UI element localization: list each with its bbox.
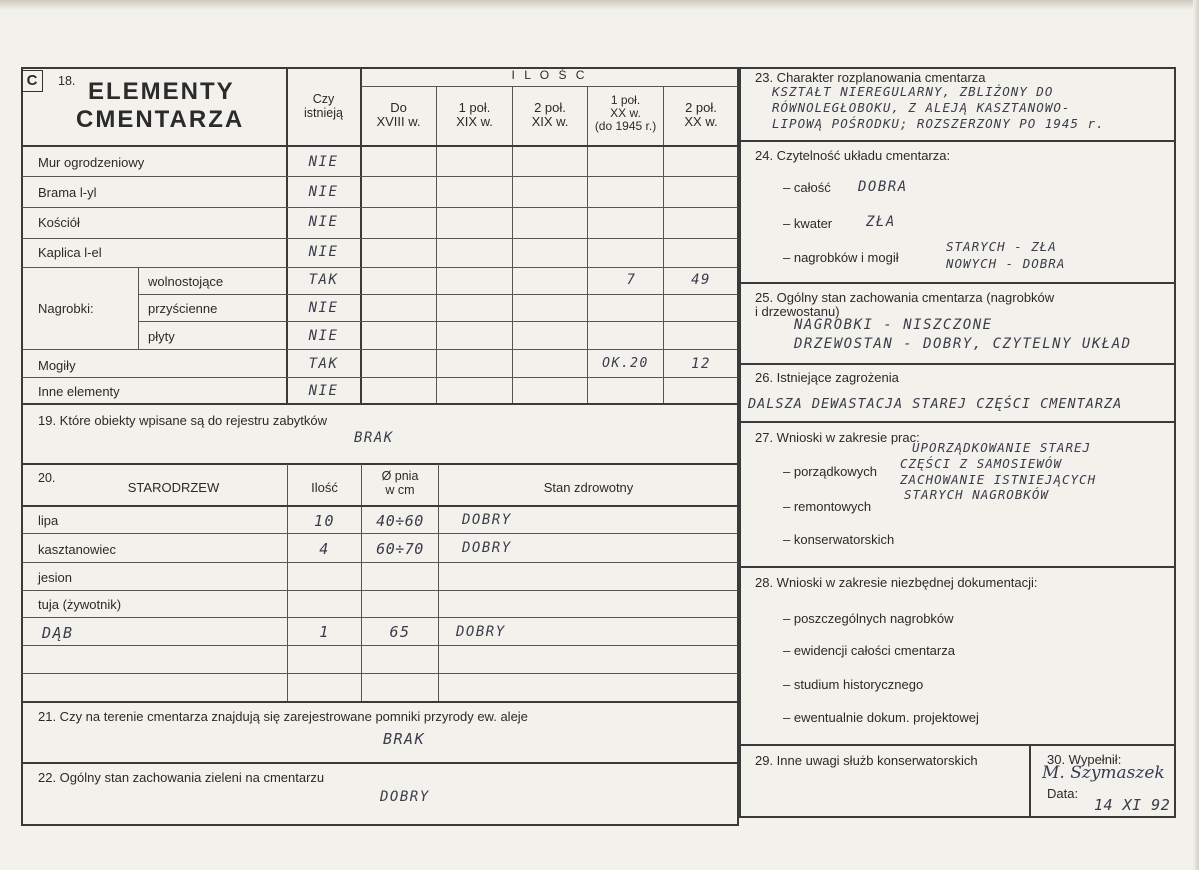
sec20-bottom — [22, 701, 738, 703]
card-top-edge — [0, 0, 1199, 10]
row-line — [22, 533, 738, 534]
signature: M. Szymaszek — [1042, 763, 1165, 783]
section-27-label: 27. Wnioski w zakresie prac: — [755, 430, 920, 445]
ilosc-header: I L O Ś C — [511, 68, 588, 82]
nagrobki-label: Nagrobki: — [38, 301, 94, 316]
period4-value-wolnostojace: 7 — [626, 272, 637, 288]
sec24-bottom — [740, 282, 1175, 284]
sec28-bottom — [740, 744, 1175, 746]
period5-value-mogily: 12 — [691, 356, 711, 372]
period-header-2: 1 poł. XIX w. — [456, 100, 493, 130]
row-label-przyscienne: przyścienne — [148, 301, 218, 316]
section-28-label: 28. Wnioski w zakresie niezbędnej dokumentacji: — [755, 575, 1038, 590]
section-25-line1: NAGROBKI - NISZCZONE — [794, 317, 993, 333]
row-label-wolnostojace: wolnostojące — [148, 274, 224, 289]
tree-name-jesion: jesion — [38, 570, 72, 585]
section-21-value: BRAK — [383, 730, 426, 748]
section-23-label: 23. Charakter rozplanowania cmentarza — [755, 70, 986, 85]
tree-name-lipa: lipa — [38, 513, 59, 528]
dok-item-3: – studium historycznego — [783, 677, 924, 692]
period5-value-wolnostojace: 49 — [691, 272, 711, 288]
section-24-label: 24. Czytelność układu cmentarza: — [755, 148, 951, 163]
sec23-bottom — [740, 140, 1175, 142]
exists-value-kaplica: NIE — [308, 244, 339, 260]
row-line — [22, 349, 738, 350]
starodrzew-header: STARODRZEW — [127, 480, 220, 495]
row-line — [22, 377, 738, 378]
section-30-label: 30. Wypełnił: — [1047, 752, 1122, 767]
exists-value-mogily: TAK — [308, 356, 339, 372]
date-label: Data: — [1047, 786, 1079, 801]
exists-value-wolnostojace: TAK — [308, 272, 339, 288]
nagrobki-divider — [138, 267, 139, 349]
exists-value-kosciol: NIE — [308, 214, 339, 230]
tree-ilosc-dab: 1 — [319, 623, 330, 641]
sec20-stan-header: Stan zdrowotny — [543, 480, 634, 495]
row-line — [138, 294, 738, 295]
period-header-3: 2 poł. XIX w. — [531, 100, 569, 130]
tree-stan-lipa: DOBRY — [462, 512, 512, 528]
exists-value-przyscienne: NIE — [308, 300, 339, 316]
porzadkowych-label: – porządkowych — [783, 464, 877, 479]
sec20-ilosc-header: Ilość — [311, 480, 338, 495]
section-23-line2: RÓWNOLEGŁOBOKU, Z ALEJĄ KASZTANOWO- — [772, 100, 1071, 115]
sec25-bottom — [740, 363, 1175, 365]
row-line — [22, 562, 738, 563]
exists-header: Czy istnieją — [304, 92, 343, 120]
row-label-inne: Inne elementy — [38, 384, 120, 399]
section-23-line3: LIPOWĄ POŚRODKU; ROZSZERZONY PO 1945 r. — [772, 116, 1105, 131]
tree-pnia-dab: 65 — [389, 623, 411, 641]
row-label-plyty: płyty — [148, 329, 175, 344]
tree-ilosc-kasztanowiec: 4 — [319, 540, 330, 558]
exists-value-inne: NIE — [308, 383, 339, 399]
calosc-value: DOBRA — [858, 179, 908, 195]
row-line — [22, 207, 738, 208]
section-20-number: 20. — [38, 471, 56, 485]
tree-stan-dab: DOBRY — [456, 624, 506, 640]
section-22-value: DOBRY — [380, 789, 430, 805]
dok-item-1: – poszczególnych nagrobków — [783, 611, 954, 626]
calosc-label: – całość — [783, 180, 831, 195]
section-25-line2: DRZEWOSTAN - DOBRY, CZYTELNY UKŁAD — [794, 336, 1132, 352]
card-right-edge — [1193, 0, 1199, 870]
row-line — [22, 238, 738, 239]
row-line — [22, 673, 738, 674]
period-header-5: 2 poł. XX w. — [684, 100, 718, 130]
row-label-mogily: Mogiły — [38, 358, 76, 373]
row-line — [22, 176, 738, 177]
sec20-header-bottom — [22, 505, 738, 507]
row-label-kaplica: Kaplica l-el — [38, 245, 102, 260]
tree-pnia-lipa: 40÷60 — [376, 512, 424, 530]
sec20-pnia-header: Ø pnia w cm — [381, 469, 419, 497]
card-letter-box: C — [21, 70, 43, 92]
col-divider-period2 — [436, 86, 437, 403]
exists-value-plyty: NIE — [308, 328, 339, 344]
tree-ilosc-lipa: 10 — [313, 512, 336, 530]
section-27-hw-2: CZĘŚCI Z SAMOSIEWÓW — [900, 456, 1062, 471]
row-label-kosciol: Kościół — [38, 215, 80, 230]
section-23-line1: KSZTAŁT NIEREGULARNY, ZBLIŻONY DO — [772, 84, 1054, 99]
section-29-label: 29. Inne uwagi służb konserwatorskich — [755, 753, 978, 768]
period-header-1: Do XVIII w. — [376, 100, 421, 130]
row-line — [22, 645, 738, 646]
sec20-col-divider-ilosc — [287, 464, 288, 701]
exists-value-mur: NIE — [308, 154, 339, 170]
section-19-label: 19. Które obiekty wpisane są do rejestru zabytków — [38, 413, 328, 428]
section-27-hw-3: ZACHOWANIE ISTNIEJĄCYCH — [900, 472, 1097, 487]
period-header-4: 1 poł. XX w. (do 1945 r.) — [594, 93, 657, 134]
konserwatorskich-label: – konserwatorskich — [783, 532, 895, 547]
tree-pnia-kasztanowiec: 60÷70 — [376, 540, 424, 558]
tree-name-dab: DĄB — [42, 624, 74, 642]
section-18-title-line1: ELEMENTY — [88, 78, 235, 105]
section-22-label: 22. Ogólny stan zachowania zieleni na cmentarzu — [38, 770, 325, 785]
kwater-value: ZŁA — [866, 214, 896, 230]
period4-value-mogily: OK.20 — [602, 356, 649, 371]
section-26-label: 26. Istniejące zagrożenia — [755, 370, 899, 385]
nagrobkow-label: – nagrobków i mogił — [783, 250, 899, 265]
sec18-header-bottom — [22, 145, 738, 147]
nagrobkow-value-1: STARYCH - ZŁA — [946, 239, 1057, 254]
section-25-label-2: i drzewostanu) — [755, 304, 840, 319]
nagrobkow-value-2: NOWYCH - DOBRA — [946, 256, 1066, 271]
col-divider-period5 — [663, 86, 664, 403]
tree-stan-kasztanowiec: DOBRY — [462, 540, 512, 556]
row-line — [138, 321, 738, 322]
row-line — [22, 617, 738, 618]
section-26-value: DALSZA DEWASTACJA STAREJ CZĘŚCI CMENTARZA — [748, 396, 1123, 412]
section-21-label: 21. Czy na terenie cmentarza znajdują się zarejestrowane pomniki przyrody ew. aleje — [38, 709, 528, 724]
dok-item-4: – ewentualnie dokum. projektowej — [783, 710, 979, 725]
date-value: 14 XI 92 — [1094, 796, 1171, 814]
exists-value-brama: NIE — [308, 184, 339, 200]
sec21-bottom — [22, 762, 738, 764]
tree-name-tuja: tuja (żywotnik) — [38, 597, 122, 612]
col-divider-period3 — [512, 86, 513, 403]
row-line — [22, 590, 738, 591]
section-18-title-line2: CMENTARZA — [76, 106, 245, 133]
section-27-hw-4: STARYCH NAGROBKÓW — [904, 487, 1049, 502]
sec27-bottom — [740, 566, 1175, 568]
remontowych-label: – remontowych — [783, 499, 872, 514]
sec18-bottom — [22, 403, 738, 405]
section-27-hw-1: UPORZĄDKOWANIE STAREJ — [912, 440, 1092, 455]
row-label-mur: Mur ogrodzeniowy — [38, 155, 145, 170]
sec20-col-divider-stan — [438, 464, 439, 701]
sec29-30-divider — [1029, 745, 1031, 817]
row-line — [22, 267, 738, 268]
sec19-bottom — [22, 463, 738, 465]
tree-name-kasztanowiec: kasztanowiec — [38, 542, 117, 557]
dok-item-2: – ewidencji całości cmentarza — [783, 643, 955, 658]
ilosc-underline — [361, 86, 738, 87]
section-18-number: 18. — [58, 74, 76, 88]
section-25-label-1: 25. Ogólny stan zachowania cmentarza (nagrobków — [755, 290, 1055, 305]
kwater-label: – kwater — [783, 216, 833, 231]
sec26-bottom — [740, 421, 1175, 423]
sec20-col-divider-pnia — [361, 464, 362, 701]
row-label-brama: Brama l-yl — [38, 185, 97, 200]
section-19-value: BRAK — [354, 430, 394, 446]
